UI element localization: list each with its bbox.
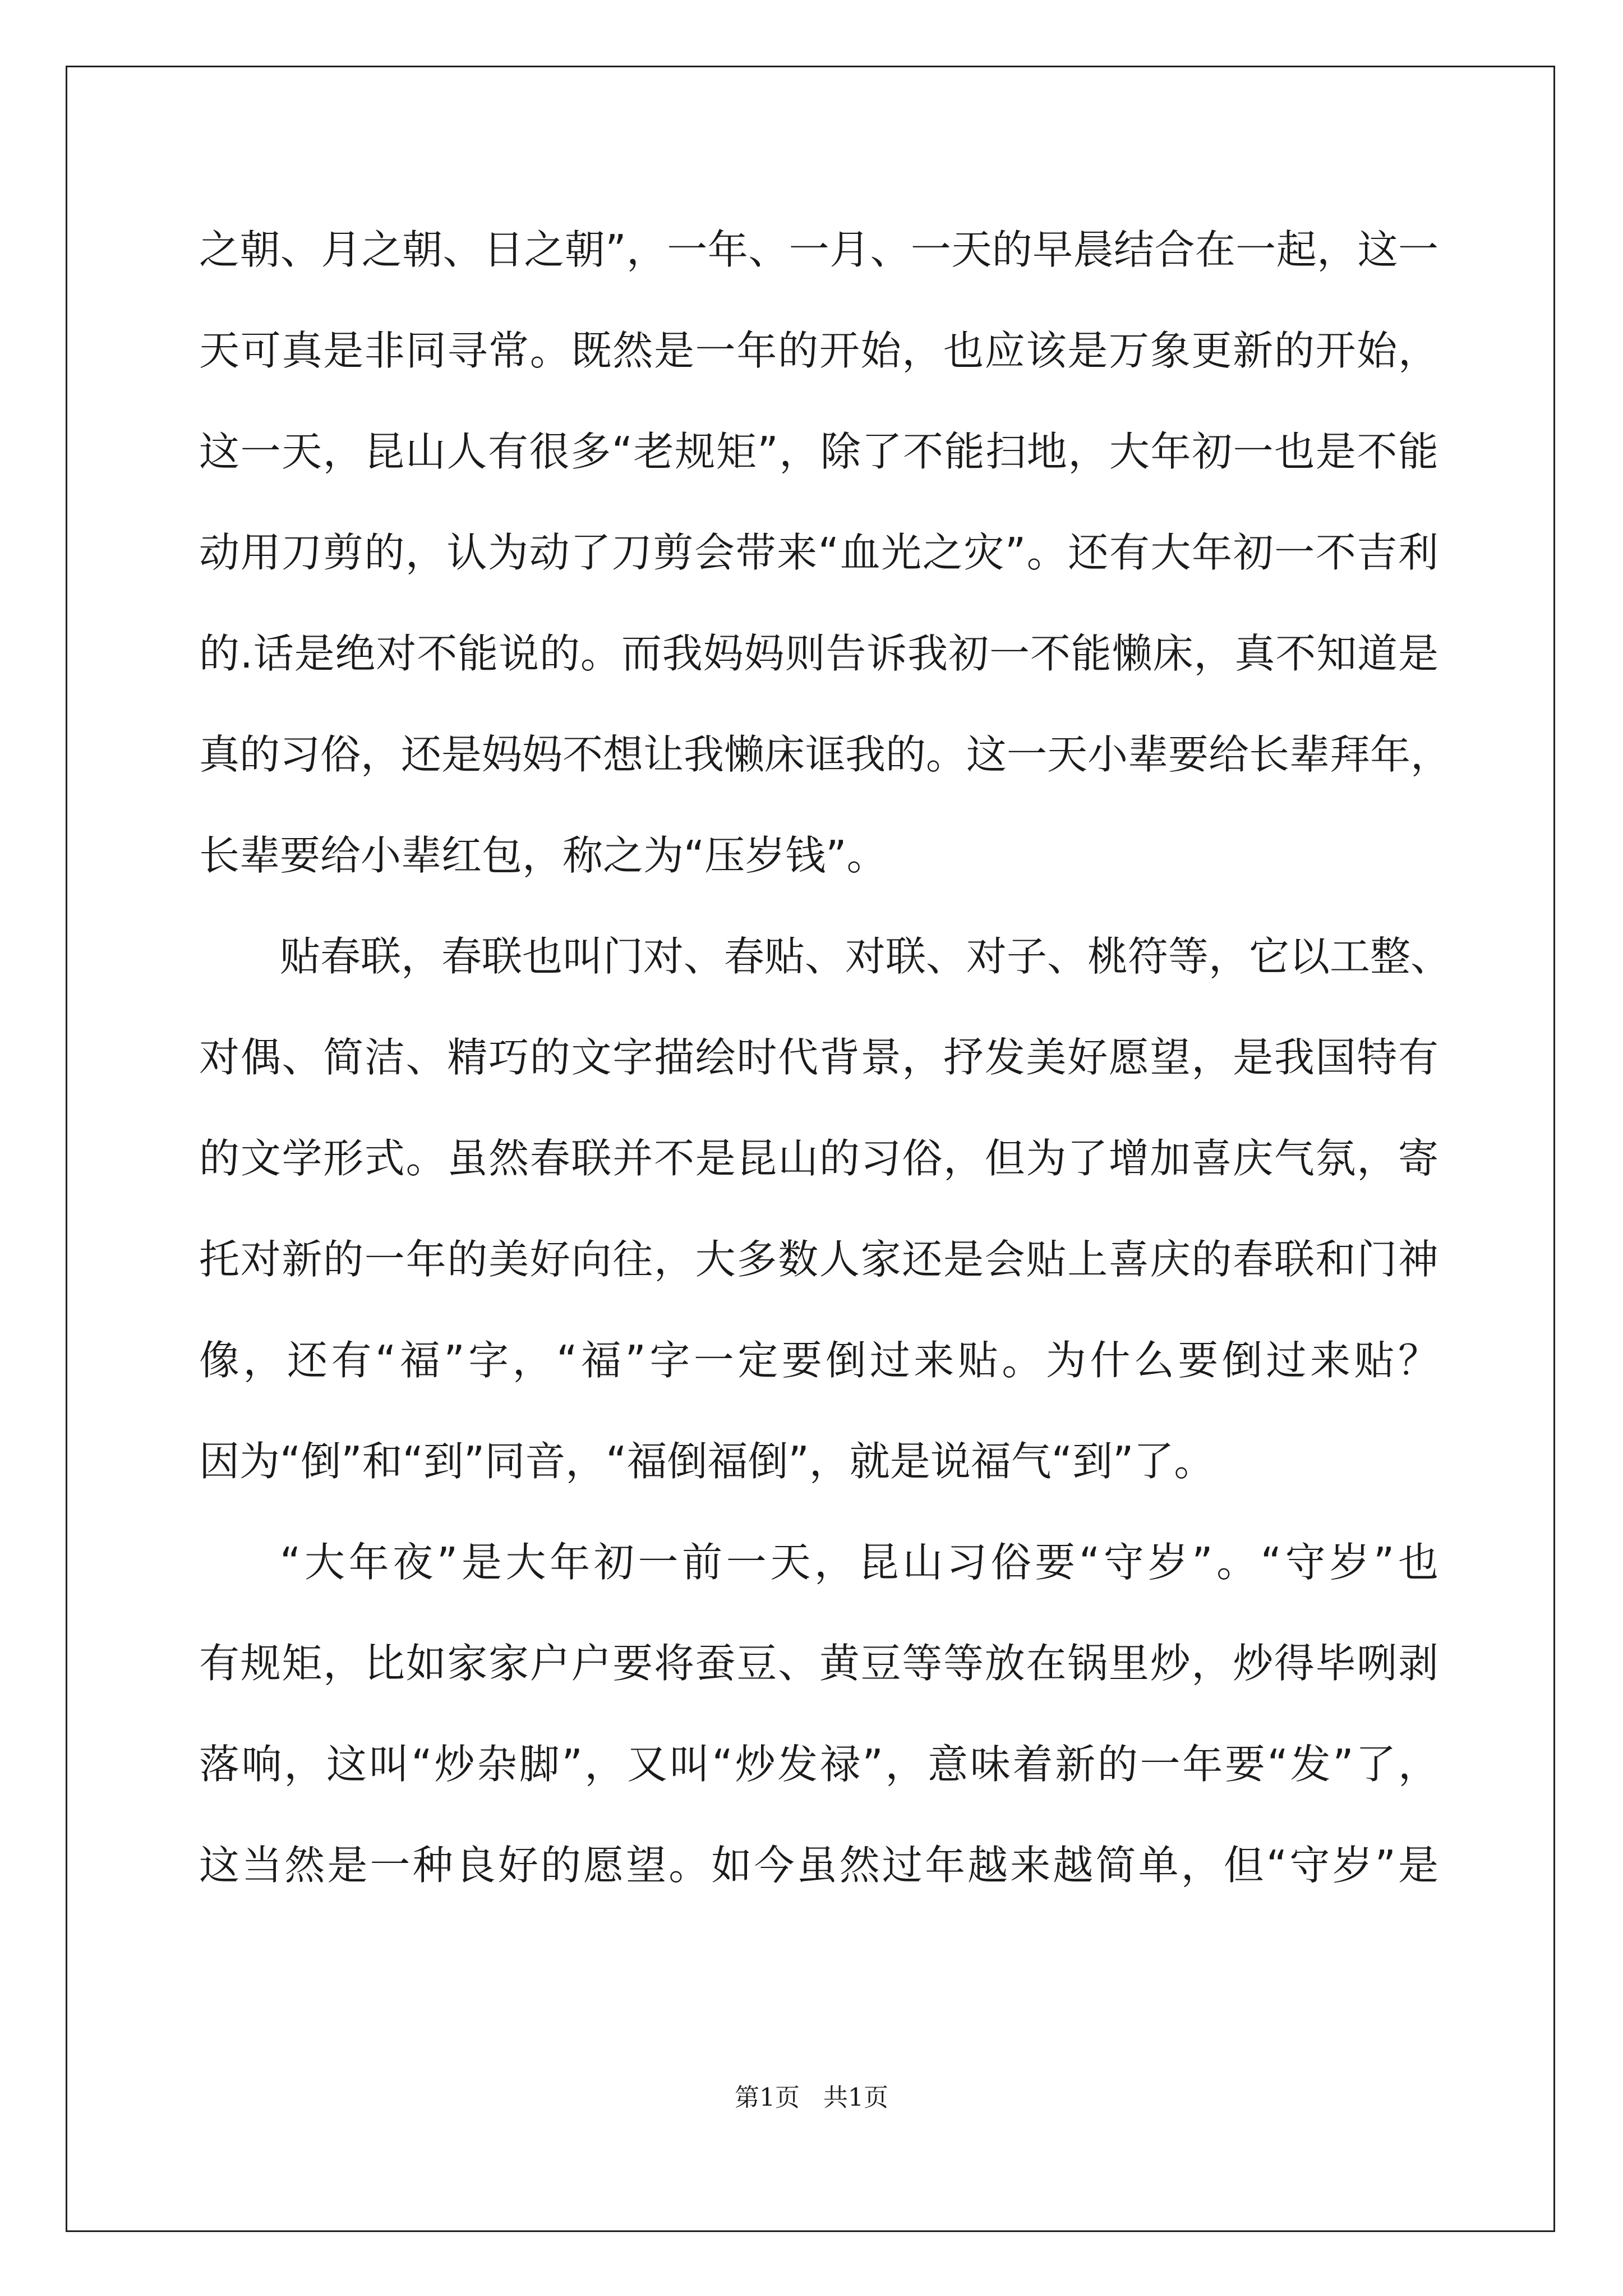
text-line: 对偶、简洁、精巧的文字描绘时代背景，抒发美好愿望，是我国特有 (199, 1034, 1438, 1081)
text-line: 长辈要给小辈红包，称之为“压岁钱”。 (199, 832, 887, 879)
text-line: 的.话是绝对不能说的。而我妈妈则告诉我初一不能懒床，真不知道是 (199, 630, 1438, 677)
text-line: 像，还有“福”字，“福”字一定要倒过来贴。为什么要倒过来贴？ (199, 1337, 1438, 1384)
page-footer (0, 2081, 1623, 2115)
text-line: 这当然是一种良好的愿望。如今虽然过年越来越简单，但“守岁”是 (199, 1842, 1438, 1889)
text-line: 因为“倒”和“到”同音，“福倒福倒”，就是说福气“到”了。 (199, 1438, 1215, 1485)
text-line: 这一天，昆山人有很多“老规矩”，除了不能扫地，大年初一也是不能 (199, 428, 1438, 475)
text-line: 动用刀剪的，认为动了刀剪会带来“血光之灾”。还有大年初一不吉利 (199, 529, 1438, 576)
text-line: 的文学形式。虽然春联并不是昆山的习俗，但为了增加喜庆气氛，寄 (199, 1135, 1438, 1182)
text-line: 有规矩，比如家家户户要将蚕豆、黄豆等等放在锅里炒，炒得毕咧剥 (199, 1640, 1438, 1687)
body-text (199, 199, 1451, 1916)
text-line: 真的习俗，还是妈妈不想让我懒床诓我的。这一天小辈要给长辈拜年， (199, 731, 1451, 778)
page-number-current: 第1页 (735, 2083, 800, 2112)
text-line: 天可真是非同寻常。既然是一年的开始，也应该是万象更新的开始， (199, 327, 1438, 374)
text-line: 托对新的一年的美好向往，大多数人家还是会贴上喜庆的春联和门神 (199, 1236, 1438, 1283)
text-line: 贴春联，春联也叫门对、春贴、对联、对子、桃符等，它以工整、 (280, 933, 1451, 980)
text-line: “大年夜”是大年初一前一天，昆山习俗要“守岁”。“守岁”也 (280, 1539, 1438, 1586)
text-line: 落响，这叫“炒杂脚”，又叫“炒发禄”，意味着新的一年要“发”了， (199, 1741, 1438, 1788)
page-number-total: 共1页 (823, 2083, 888, 2112)
text-line: 之朝、月之朝、日之朝”，一年、一月、一天的早晨结合在一起，这一 (199, 226, 1438, 273)
